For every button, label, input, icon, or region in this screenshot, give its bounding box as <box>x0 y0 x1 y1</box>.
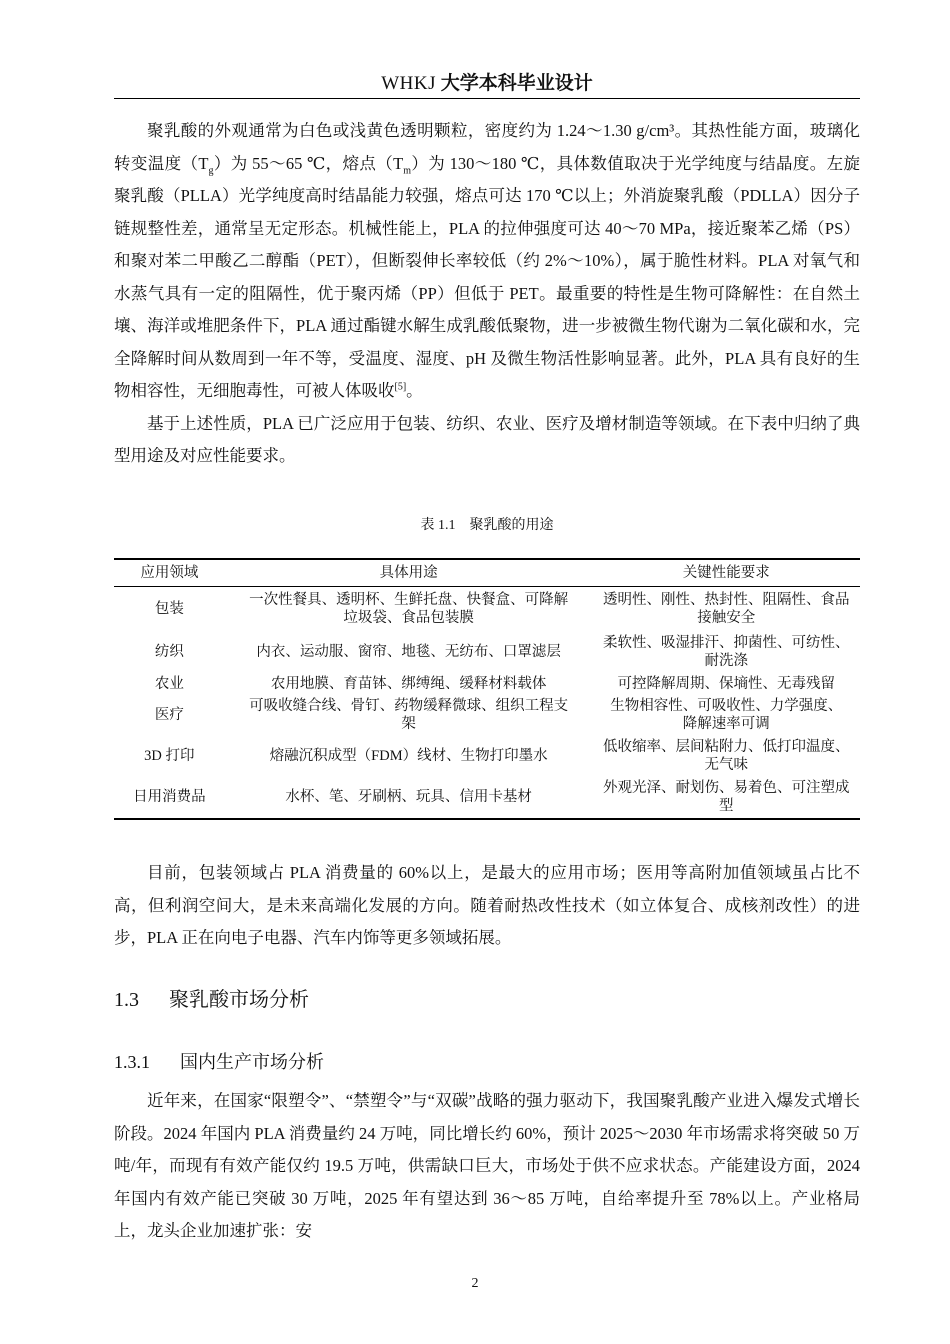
table-cell: 低收缩率、层间粘附力、低打印温度、无气味 <box>603 738 850 773</box>
column-header: 应用领域 <box>114 559 225 587</box>
section-number: 1.3 <box>114 989 139 1011</box>
table-cell: 柔软性、吸湿排汗、抑菌性、可纺性、耐洗涤 <box>603 634 850 669</box>
table-cell: 一次性餐具、透明杯、生鲜托盘、快餐盒、可降解垃圾袋、食品包装膜 <box>249 591 569 626</box>
table-caption: 表 1.1 聚乳酸的用途 <box>420 518 554 533</box>
subsection-title: 国内生产市场分析 <box>180 1052 324 1073</box>
page-header <box>114 66 860 99</box>
header-title: 大学本科毕业设计 <box>440 72 593 94</box>
table-cell: 医疗 <box>154 706 184 723</box>
table-cell: 熔融沉积成型（FDM）线材、生物打印墨水 <box>269 747 548 764</box>
table-cell: 内衣、运动服、窗帘、地毯、无纺布、口罩滤层 <box>256 643 561 660</box>
reference-mark[interactable]: [5] <box>394 381 407 393</box>
column-header: 具体用途 <box>225 559 593 587</box>
table-row <box>114 695 860 735</box>
table-cell: 纺织 <box>154 643 184 660</box>
paragraph-properties <box>114 115 860 408</box>
uses-table <box>114 558 860 820</box>
header-brand: WHKJ <box>381 73 436 94</box>
paragraph-text-part: 聚乳酸的外观通常为白色或浅黄色透明颗粒，密度约为 1.24～1.30 g/cm³。其热性能方面，玻璃化转变温度（T <box>114 121 860 173</box>
paragraph-text-part: ）为 55～65 ℃，熔点（T <box>213 153 404 173</box>
subsection-number: 1.3.1 <box>114 1052 150 1072</box>
table-cell: 农业 <box>154 675 184 692</box>
paragraph-applications-intro: 基于上述性质，PLA 已广泛应用于包装、纺织、农业、医疗及增材制造等领域。在下表中归纳了典型用途及对应性能要求。 <box>114 413 860 465</box>
table-cell: 农用地膜、育苗钵、绑缚绳、缓释材料载体 <box>270 675 547 692</box>
table-cell: 3D 打印 <box>144 747 195 764</box>
table-row <box>114 631 860 673</box>
paragraph-domestic-market: 近年来，在国家“限塑令”、“禁塑令”与“双碳”战略的强力驱动下，我国聚乳酸产业进入爆发式增长阶段。2024 年国内 PLA 消费量约 24 万吨，同比增长约 60%，预计 2025～2030 年市场需求将突破 50 万吨/年，而现有有效产能仅约 19.5 万吨，供需缺口巨大，市场处于供不应求状态。产能建设方面，2024 年国内有效产能已突破 30 万吨，2025 年有望达到 36～85 万吨，自给率提升至 78%以上。产业格局上，龙头企业加速扩张：安 <box>114 1091 860 1240</box>
table-cell: 可控降解周期、保墒性、无毒残留 <box>617 675 836 692</box>
intro-text <box>114 115 860 473</box>
paragraph-market-share: 目前，包装领域占 PLA 消费量的 60%以上，是最大的应用市场；医用等高附加值领域虽占比不高，但利润空间大，是未来高端化发展的方向。随着耐热改性技术（如立体复合、成核剂改性）的进步，PLA 正在向电子电器、汽车内饰等更多领域拓展。 <box>114 863 860 947</box>
table-row <box>114 673 860 695</box>
section-heading <box>114 983 309 1016</box>
table-cell: 透明性、刚性、热封性、阻隔性、食品接触安全 <box>603 591 850 626</box>
table-cell: 可吸收缝合线、骨钉、药物缓释微球、组织工程支架 <box>249 697 569 732</box>
table-row <box>114 735 860 777</box>
table-cell: 生物相容性、可吸收性、力学强度、降解速率可调 <box>610 697 843 732</box>
subsection-heading <box>114 1046 324 1079</box>
paragraph-text-part: ）为 130～180 ℃，具体数值取决于光学纯度与结晶度。左旋聚乳酸（PLLA）光学纯度高时结晶能力较强，熔点可达 170 ℃以上；外消旋聚乳酸（PDLLA）因分子链规整性差，通常呈无定形态。机械性能上，PLA 的拉伸强度可达 40～70 MPa，接近聚苯乙烯（PS）和聚对苯二甲酸乙二醇酯（PET），但断裂伸长率较低（约 2%～10%），属于脆性材料。PLA 对氧气和水蒸气具有一定的阻隔性，优于聚丙烯（PP）但低于 PET。最重要的特性是生物可降解性：在自然土壤、海洋或堆肥条件下，PLA 通过酯键水解生成乳酸低聚物，进一步被微生物代谢为二氧化碳和水，完全降解时间从数周到一年不等，受温度、湿度、pH 及微生物活性影响显著。此外，PLA 具有良好的生物相容性，无细胞毒性，可被人体吸收 <box>114 153 860 400</box>
table-row <box>114 777 860 819</box>
page-number: 2 <box>471 1276 479 1291</box>
section-title: 聚乳酸市场分析 <box>169 987 309 1011</box>
table-cell: 水杯、笔、牙刷柄、玩具、信用卡基材 <box>285 789 532 805</box>
table-cell: 外观光泽、耐划伤、易着色、可注塑成型 <box>603 780 850 814</box>
paragraph-text-part: 。 <box>406 381 423 400</box>
market-text <box>114 1085 860 1248</box>
table-cell: 日用消费品 <box>133 789 206 805</box>
table-cell: 包装 <box>154 600 184 617</box>
column-header: 关键性能要求 <box>593 559 860 587</box>
tg-subscript: g <box>208 164 214 176</box>
tm-subscript: m <box>403 164 412 176</box>
table-row <box>114 587 860 631</box>
after-table-text <box>114 857 860 955</box>
table-header-row <box>114 559 860 587</box>
